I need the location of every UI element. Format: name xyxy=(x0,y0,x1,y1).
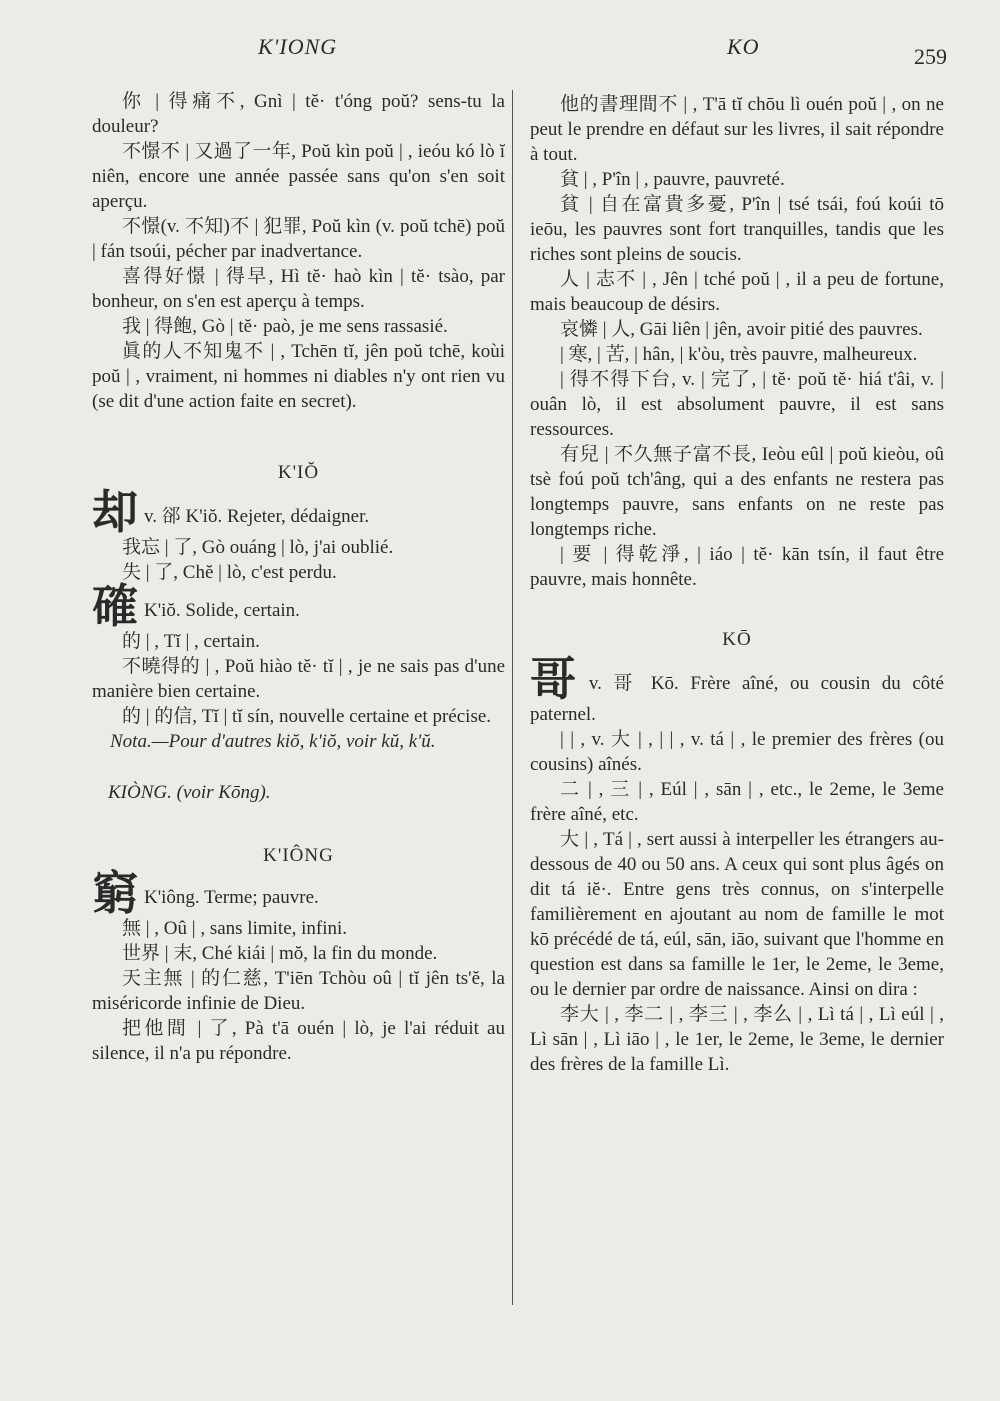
sub-entry: 天主無 | 的仁慈, T'iēn Tchòu oû | tĭ jên ts'ĕ, la miséricorde infinie de Dieu. xyxy=(92,968,505,1014)
sub-entry: 我忘 | 了, Gò ouáng | lò, j'ai oublié. xyxy=(122,537,394,558)
head-character: 確 xyxy=(92,581,138,632)
sub-entry: | | , v. 大 | , | | , v. tá | , le premier des frères (ou cousins) aînés. xyxy=(530,729,944,775)
head-definition: v. 郤 K'iŏ. Rejeter, dédaigner. xyxy=(144,506,370,527)
sub-entry: 的 | 的信, Tĭ | tĭ sín, nouvelle certaine et précise. xyxy=(122,706,492,727)
head-definition: K'iông. Terme; pauvre. xyxy=(144,887,319,908)
entry: 不憬(v. 不知)不 | 犯罪, Poŭ kìn (v. poŭ tchē) poŭ | fán tsoúi, pécher par inadvertance. xyxy=(92,216,505,262)
section-heading-kiong: K'IÔNG xyxy=(263,845,334,866)
head-entry xyxy=(530,654,944,727)
head-entry xyxy=(92,487,505,538)
head-entry xyxy=(92,868,505,919)
section-heading-ko: KŌ xyxy=(722,629,752,650)
entry: | 要 | 得乾淨, | iáo | tĕ· kān tsín, il faut être pauvre, mais honnête. xyxy=(530,544,944,590)
column-divider xyxy=(512,90,513,1305)
sub-entry: 二 | , 三 | , Eúl | , sān | , etc., le 2eme, le 3eme frère aîné, etc. xyxy=(530,779,944,825)
head-entry xyxy=(92,581,505,632)
sub-entry: 世界 | 末, Ché kiái | mŏ, la fin du monde. xyxy=(122,943,438,964)
sub-entry: 大 | , Tá | , sert aussi à interpeller les étrangers au-dessous de 40 ou 50 ans. A ceux qui sont plus âgés on dit tá iĕ·. Entre gens très connus, on s'interpelle familièrement en ajoutant au nom de famille le mot kō précédé de tá, eúl, sān, iāo, suivant que l'homme en question est dans sa famille le 1er, le 2eme, le 3eme, ou le dernier par ordre de naissance. Ainsi on dira : xyxy=(530,829,944,1000)
entry: 貧 | 自在富貴多憂, P'în | tsé tsái, foú koúi tō ieōu, les pauvres sont fort tranquilles, tandis que les riches sont pleins de soucis. xyxy=(530,194,944,265)
sub-entry: 不曉得的 | , Poŭ hiào tĕ· tĭ | , je ne sais pas d'une manière bien certaine. xyxy=(92,656,505,702)
cross-reference: KIÒNG. (voir Kōng). xyxy=(108,782,271,803)
entry: 不憬不 | 又過了一年, Poŭ kìn poŭ | , ieóu kó lò ĭ niên, encore une année passée sans qu'on s'en soit aperçu. xyxy=(92,141,505,212)
entry: 眞的人不知鬼不 | , Tchēn tĭ, jên poŭ tchē, koùi poŭ | , vraiment, ni hommes ni diables n'y ont rien vu (se dit d'une action faite en secret). xyxy=(92,341,505,412)
entry: 人 | 志不 | , Jên | tché poŭ | , il a peu de fortune, mais beaucoup de désirs. xyxy=(530,269,944,315)
head-character: 窮 xyxy=(92,868,138,919)
nota: Nota.—Pour d'autres kiŏ, k'iŏ, voir kŭ, k'ŭ. xyxy=(110,731,436,752)
section-heading-kio: K'IŎ xyxy=(277,462,320,483)
entry: | 寒, | 苦, | hân, | k'òu, très pauvre, malheureux. xyxy=(560,344,918,365)
left-column xyxy=(92,89,505,1066)
running-head-right: KO xyxy=(727,34,760,59)
page-number: 259 xyxy=(914,44,947,69)
entry: 他的書理間不 | , T'ā tĭ chōu lì ouén poŭ | , on ne peut le prendre en défaut sur les livres, il sait répondre à tout. xyxy=(530,94,944,165)
running-head-left: K'IONG xyxy=(258,34,338,59)
sub-entry: 的 | , Tĭ | , certain. xyxy=(122,631,260,652)
sub-entry: 失 | 了, Chĕ | lò, c'est perdu. xyxy=(122,562,337,583)
entry: 貧 | , P'în | , pauvre, pauvreté. xyxy=(560,169,785,190)
entry: 喜得好憬 | 得早, Hì tĕ· haò kìn | tĕ· tsào, par bonheur, on s'en est aperçu à temps. xyxy=(92,266,505,312)
head-definition: v. 哥 Kō. Frère aîné, ou cousin du côté paternel. xyxy=(530,673,944,725)
right-column xyxy=(530,92,944,1077)
sub-entry: 李大 | , 李二 | , 李三 | , 李么 | , Lì tá | , Lì eúl | , Lì sān | , Lì iāo | , le 1er, le 2eme, le 3eme, le dernier des frères de la famille Lì. xyxy=(530,1004,944,1075)
entry: 我 | 得飽, Gò | tĕ· paò, je me sens rassasié. xyxy=(122,316,448,337)
sub-entry: 把他間 | 了, Pà t'ā ouén | lò, je l'ai réduit au silence, il n'a pu répondre. xyxy=(92,1018,505,1064)
entry: 有兒 | 不久無子富不長, Ieòu eûl | poŭ kieòu, oû tsè foú poŭ tch'âng, qui a des enfants ne restera pas longtemps pauvre, sans enfants on ne reste pas longtemps riche. xyxy=(530,444,944,540)
sub-entry: 無 | , Oû | , sans limite, infini. xyxy=(122,918,348,939)
entry: 哀憐 | 人, Gāi liên | jên, avoir pitié des pauvres. xyxy=(560,319,923,340)
entry: | 得不得下台, v. | 完了, | tĕ· poŭ tĕ· hiá t'âi, v. | ouân lò, il est absolument pauvre, il est sans ressources. xyxy=(530,369,944,440)
head-character: 却 xyxy=(92,487,138,538)
entry: 你 | 得痛不, Gnì | tĕ· t'óng poŭ? sens-tu la douleur? xyxy=(92,91,505,137)
head-character: 哥 xyxy=(530,654,583,705)
head-definition: K'iŏ. Solide, certain. xyxy=(144,600,300,621)
